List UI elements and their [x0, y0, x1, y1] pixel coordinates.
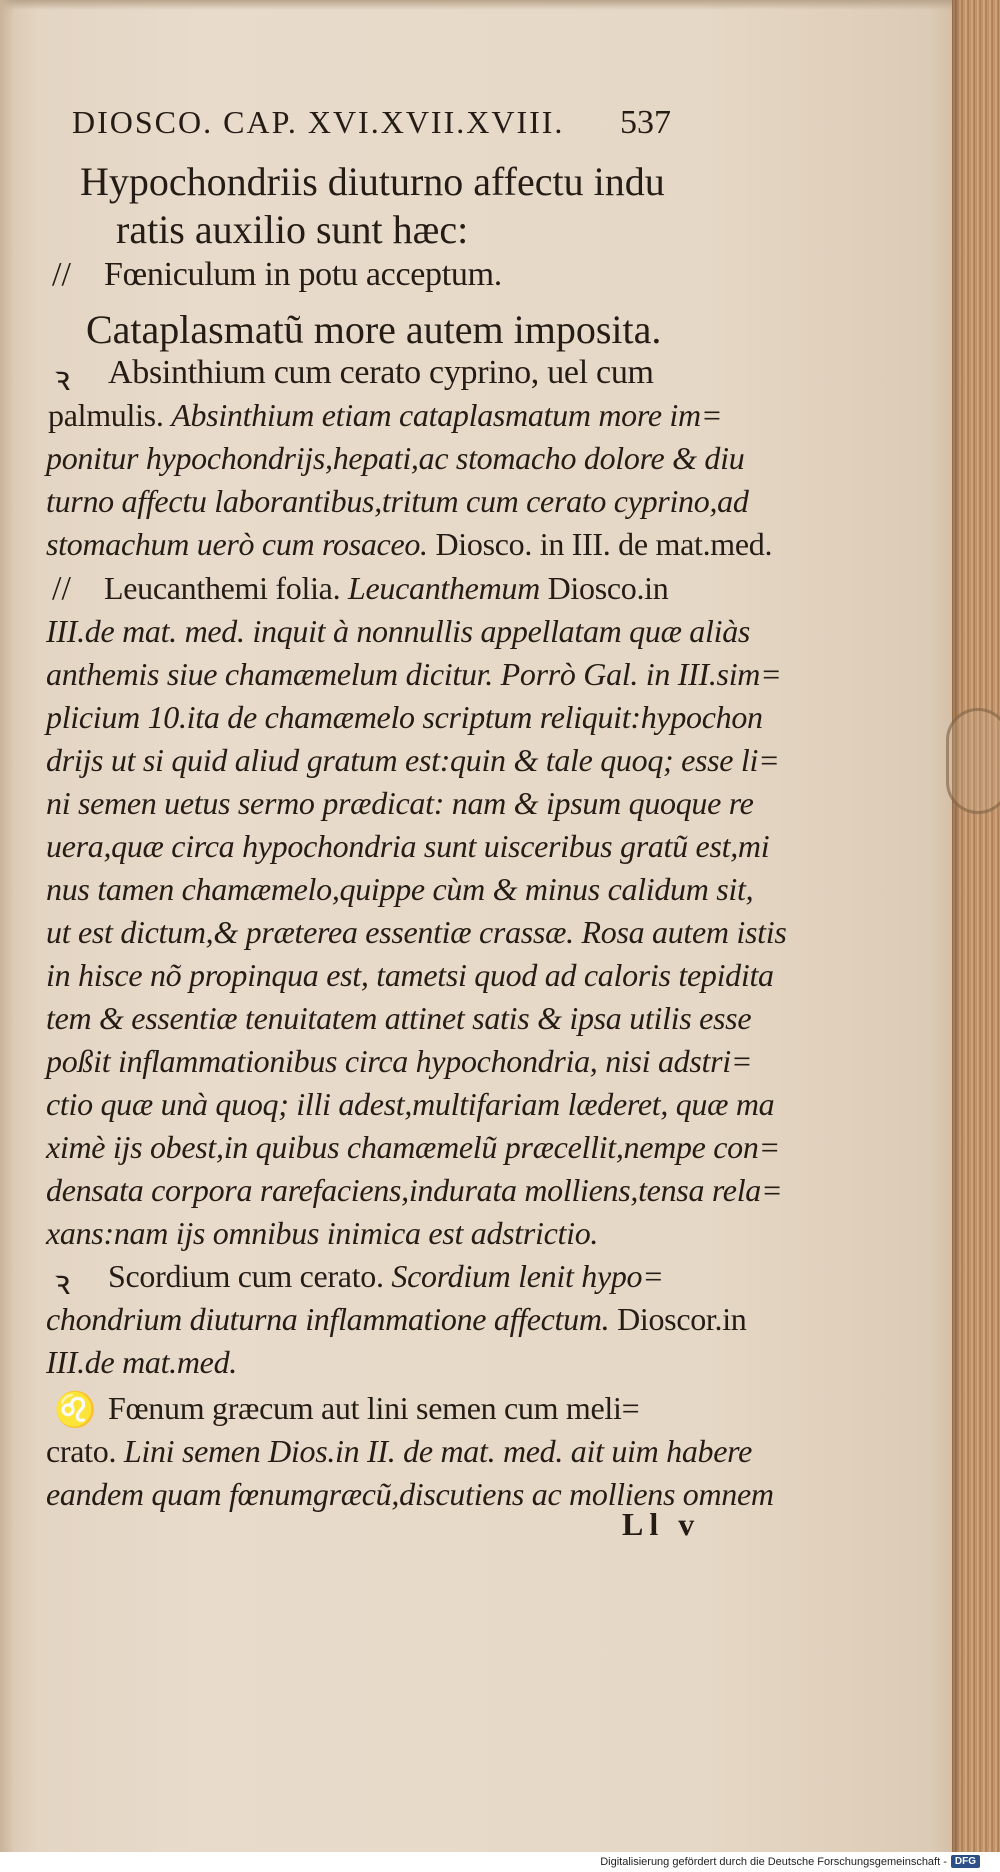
item5-line-2-roman: crato.	[46, 1433, 117, 1469]
digitization-credit	[600, 1855, 980, 1868]
item3-line-13: ctio quæ unà quoq; illi adest,multifariam læderet, quæ ma	[46, 1086, 775, 1122]
item3-line-2: III.de mat. med. inquit à nonnullis appellatam quæ aliàs	[46, 613, 751, 649]
item5-line-1: Fœnum græcum aut lini semen cum meli=	[108, 1390, 640, 1426]
item1-text: Fœniculum in potu acceptum.	[104, 256, 502, 293]
item5-line-3: eandem quam fœnumgræcũ,discutiens ac molliens omnem	[46, 1476, 774, 1512]
item3-line-3: anthemis siue chamæmelum dicitur. Porrò Gal. in III.sim=	[46, 656, 782, 692]
item2-line-2-italic: Absinthium etiam cataplasmatum more im=	[171, 397, 723, 433]
item3-line-9: ut est dictum,& præterea essentiæ crassæ. Rosa autem istis	[46, 914, 787, 950]
margin-mark-1: //	[52, 256, 71, 293]
item3-line-11: tem & essentiæ tenuitatem attinet satis & ipsa utilis esse	[46, 1000, 752, 1036]
item3-line-8: nus tamen chamæmelo,quippe cùm & minus calidum sit,	[46, 871, 754, 907]
item3-line-6: ni semen uetus sermo prædicat: nam & ipsum quoque re	[46, 785, 754, 821]
heading-line-1: Hypochondriis diuturno affectu indu	[80, 159, 665, 204]
margin-mark-2: ꝛ	[54, 361, 71, 398]
item2-line-5	[46, 526, 772, 563]
item3-line-1-roman-2: Diosco.in	[547, 570, 669, 606]
item3-line-1-italic: Leucanthemum	[347, 570, 540, 606]
item3-line-10: in hisce nõ propinqua est, tametsi quod ad caloris tepidita	[46, 957, 774, 993]
item4-line-3: III.de mat.med.	[46, 1344, 237, 1380]
page-gutter-shadow	[0, 0, 14, 1852]
item2-line-3: ponitur hypochondrijs,hepati,ac stomacho dolore & diu	[46, 440, 745, 476]
item3-line-12: poßit inflammationibus circa hypochondria, nisi adstri=	[46, 1043, 753, 1079]
item4-line-2-roman: Dioscor.in	[617, 1301, 747, 1337]
subheading: Cataplasmatũ more autem imposita.	[86, 307, 662, 352]
credit-text: Digitalisierung gefördert durch die Deutsche Forschungsgemeinschaft -	[600, 1855, 947, 1868]
item2-line-5-roman: Diosco. in III. de mat.med.	[435, 526, 773, 562]
item3-line-4: plicium 10.ita de chamæmelo scriptum reliquit:hypochon	[46, 699, 763, 735]
item2-line-2	[48, 397, 722, 434]
item2-line-1: Absinthium cum cerato cyprino, uel cum	[108, 354, 654, 391]
item3-line-14: ximè ijs obest,in quibus chamæmelũ præcellit,nempe con=	[46, 1129, 780, 1165]
item4-line-1-roman: Scordium cum cerato.	[108, 1258, 384, 1294]
signature-mark: Ll v	[622, 1506, 701, 1542]
item3-line-15: densata corpora rarefaciens,indurata molliens,tensa rela=	[46, 1172, 783, 1208]
item4-line-2-italic: chondrium diuturna inflammatione affectum.	[46, 1301, 610, 1337]
item3-line-1-roman: Leucanthemi folia.	[104, 570, 341, 606]
heading-line-2: ratis auxilio sunt hæc:	[116, 207, 469, 252]
item3-line-5: drijs ut si quid aliud gratum est:quin & tale quoq; esse li=	[46, 742, 780, 778]
dfg-logo-icon: DFG	[951, 1855, 980, 1868]
running-head: DIOSCO. CAP. XVI.XVII.XVIII.	[72, 104, 565, 140]
item5-line-2	[46, 1433, 752, 1470]
item3-line-16: xans:nam ijs omnibus inimica est adstrictio.	[46, 1215, 599, 1251]
item3-line-7: uera,quæ circa hypochondria sunt uisceribus gratũ est,mi	[46, 828, 770, 864]
item4-line-1	[108, 1258, 664, 1295]
clasp-imprint	[946, 708, 1000, 814]
page-number: 537	[620, 104, 671, 141]
item4-line-1-italic: Scordium lenit hypo=	[391, 1258, 664, 1294]
margin-mark-3: //	[52, 570, 71, 607]
item5-line-2-italic: Lini semen Dios.in II. de mat. med. ait uim habere	[123, 1433, 753, 1469]
item4-line-2	[46, 1301, 747, 1338]
margin-mark-4: ꝛ	[54, 1265, 71, 1302]
page-top-shadow	[0, 0, 968, 10]
fore-edge-shadow	[952, 0, 962, 1852]
item3-line-1	[104, 570, 668, 607]
item2-line-2-roman: palmulis.	[48, 397, 164, 433]
item2-line-5-italic: stomachum uerò cum rosaceo.	[46, 526, 428, 562]
margin-mark-5: ♌	[54, 1392, 97, 1429]
item2-line-4: turno affectu laborantibus,tritum cum cerato cyprino,ad	[46, 483, 749, 519]
